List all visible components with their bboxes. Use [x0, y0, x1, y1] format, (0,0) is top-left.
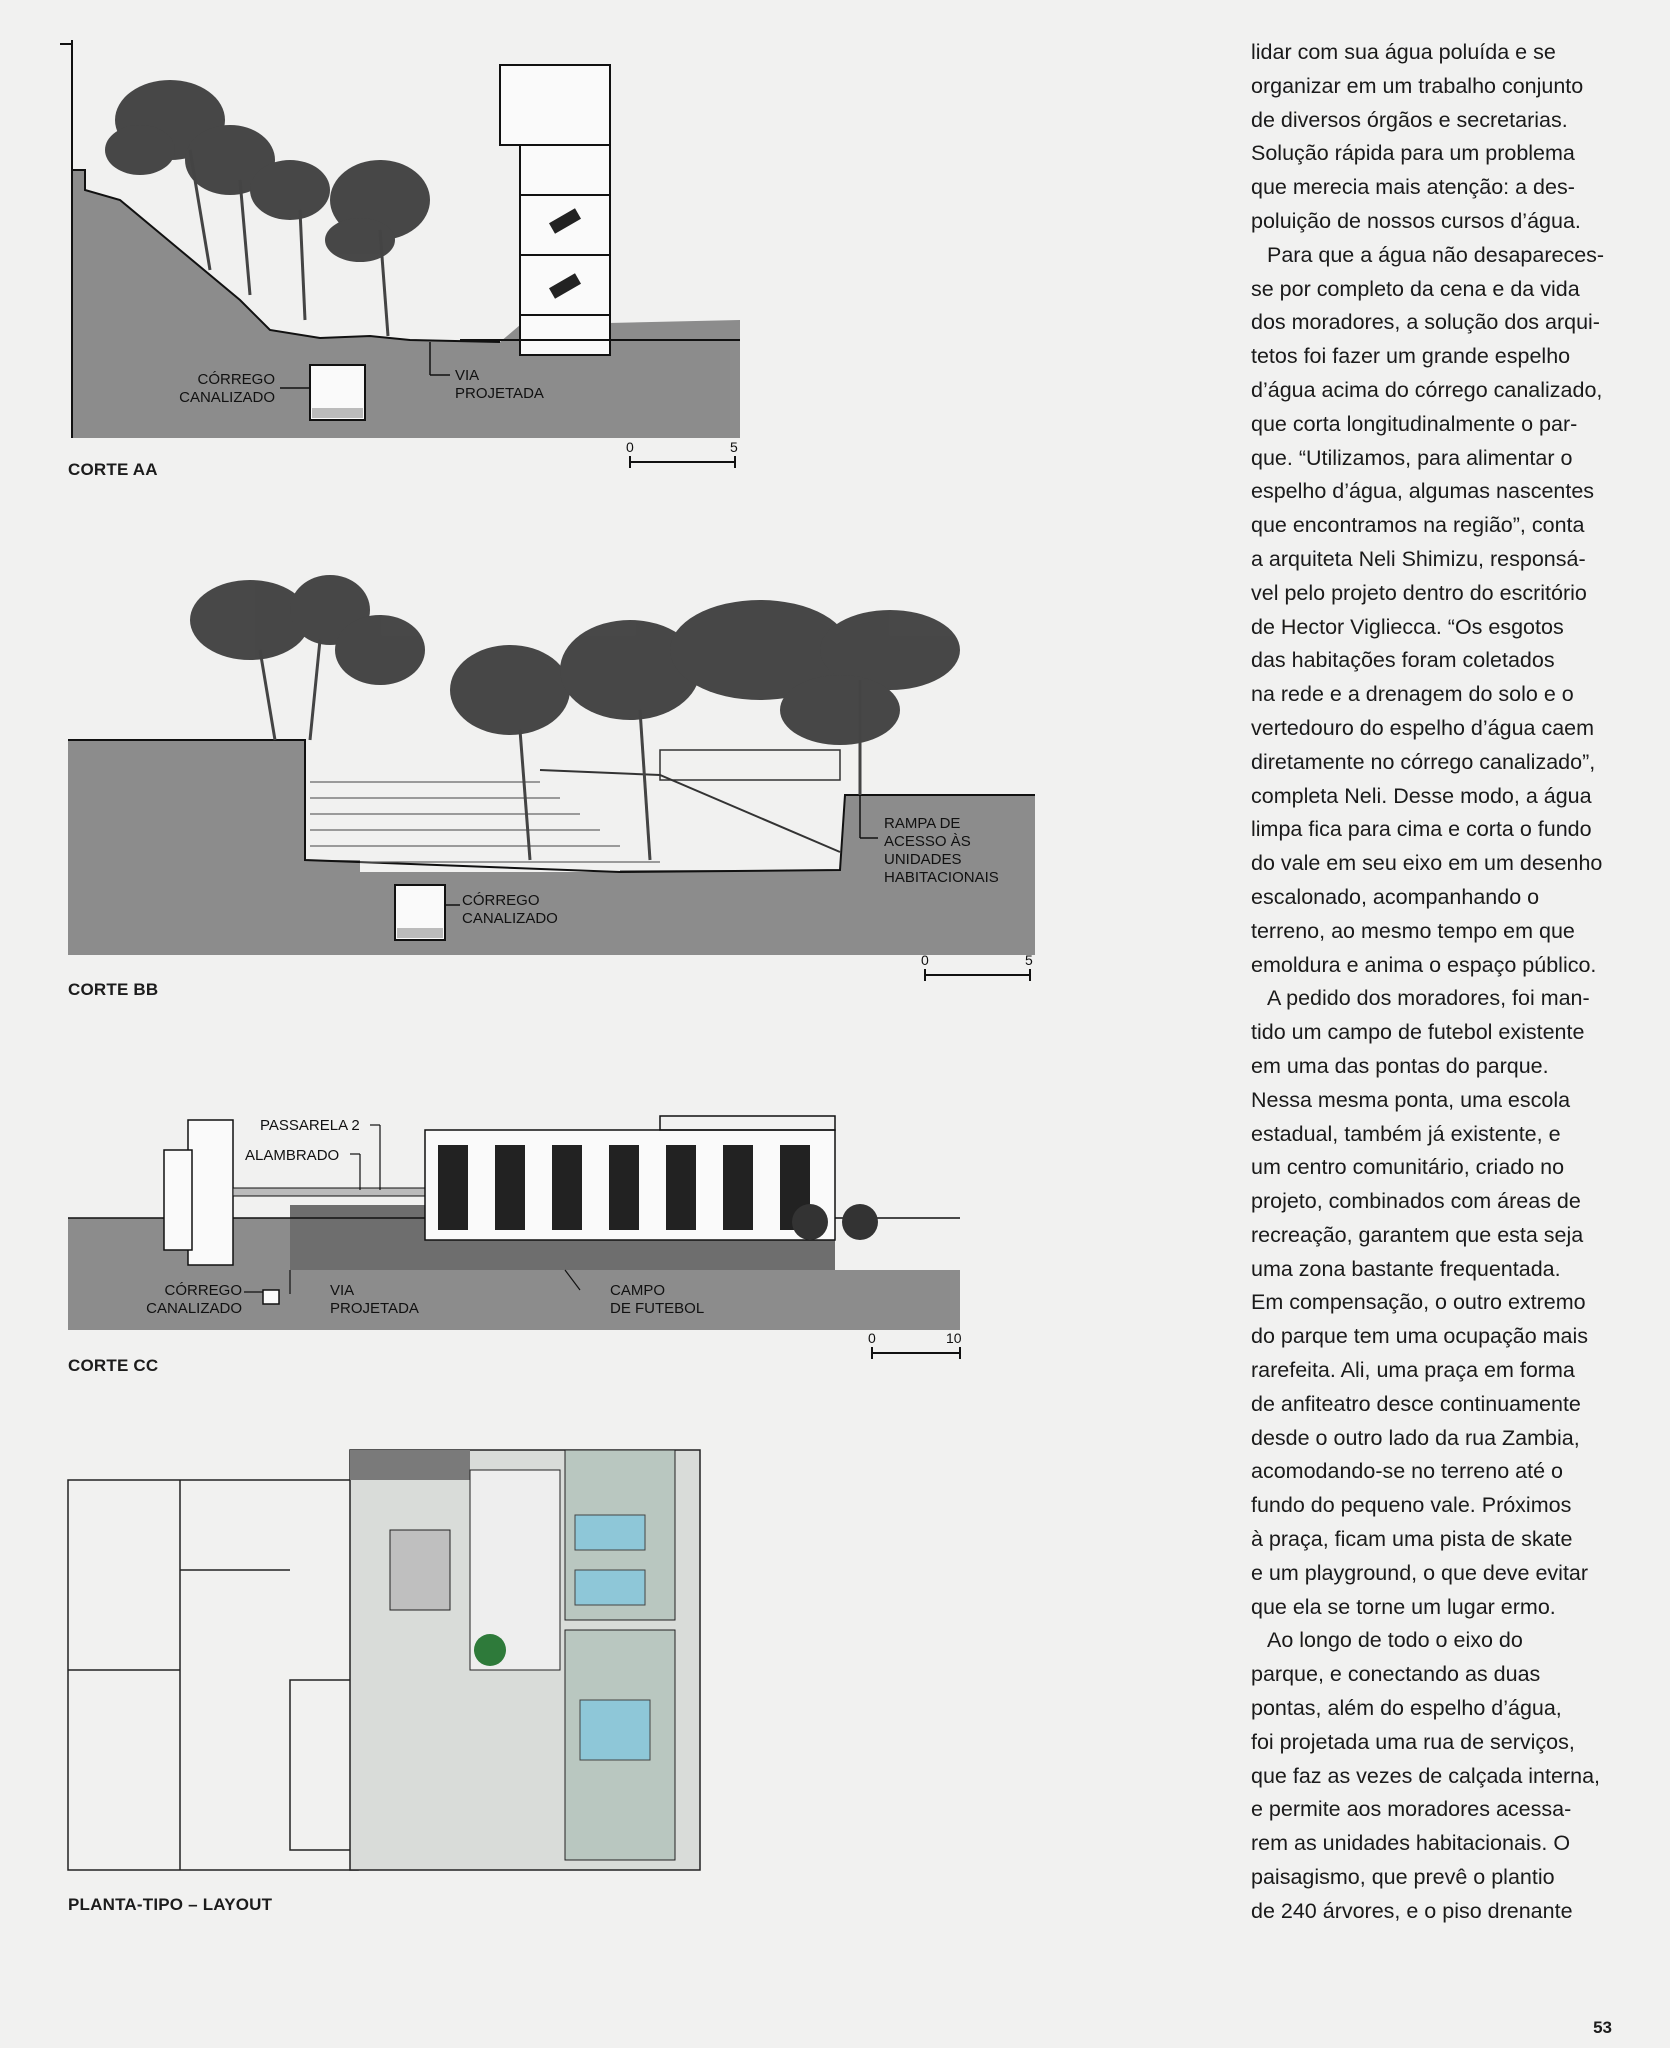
paragraph — [1251, 239, 1621, 983]
scale-bar-aa — [626, 439, 738, 468]
text-line: pontas, além do espelho d’água, — [1251, 1696, 1562, 1721]
label-rampa-3: UNIDADES — [884, 851, 962, 868]
text-line: d’água acima do córrego canalizado, — [1251, 377, 1603, 402]
label-corrego-1: CÓRREGO — [197, 371, 275, 388]
text-line: que encontramos na região”, conta — [1251, 513, 1585, 538]
scale-bar-cc — [868, 1330, 962, 1359]
text-line: estadual, também já existente, e — [1251, 1121, 1561, 1146]
caption-corte-aa: CORTE AA — [68, 460, 158, 479]
caption-corte-bb: CORTE BB — [68, 980, 159, 999]
label-alambrado: ALAMBRADO — [245, 1147, 340, 1164]
figure-planta-tipo — [60, 1440, 710, 1880]
label-corrego-1: CÓRREGO — [164, 1282, 242, 1299]
text-line: espelho d’água, algumas nascentes — [1251, 479, 1595, 504]
text-line: tetos foi fazer um grande espelho — [1251, 344, 1571, 369]
text-line: escalonado, acompanhando o — [1251, 884, 1540, 909]
text-line: paisagismo, que prevê o plantio — [1251, 1865, 1555, 1890]
text-line: Em compensação, o outro extremo — [1251, 1290, 1586, 1315]
text-line: das habitações foram coletados — [1251, 648, 1555, 673]
figure-corte-aa — [60, 40, 760, 480]
article-text-column — [1251, 36, 1621, 1929]
text-line: a arquiteta Neli Shimizu, responsá- — [1251, 546, 1586, 571]
scale-max: 5 — [1025, 952, 1033, 968]
text-line: que ela se torne um lugar ermo. — [1251, 1594, 1556, 1619]
text-line: rem as unidades habitacionais. O — [1251, 1831, 1571, 1856]
text-line: à praça, ficam uma pista de skate — [1251, 1527, 1573, 1552]
text-line: em uma das pontas do parque. — [1251, 1053, 1549, 1078]
scale-max: 5 — [730, 439, 738, 455]
label-corrego-2: CANALIZADO — [462, 910, 558, 927]
text-line: rarefeita. Ali, uma praça em forma — [1251, 1358, 1575, 1383]
text-line: acomodando-se no terreno até o — [1251, 1459, 1563, 1484]
label-via-1: VIA — [330, 1282, 355, 1299]
text-line: diretamente no córrego canalizado”, — [1251, 749, 1596, 774]
floor-plan-drawing — [60, 1440, 710, 1880]
label-corrego-1: CÓRREGO — [462, 892, 540, 909]
paragraph — [1251, 982, 1621, 1624]
section-drawing-aa — [60, 40, 760, 480]
label-campo-1: CAMPO — [610, 1282, 666, 1299]
text-line: terreno, ao mesmo tempo em que — [1251, 918, 1575, 943]
text-line: se por completo da cena e da vida — [1251, 276, 1580, 301]
text-line: desde o outro lado da rua Zambia, — [1251, 1425, 1580, 1450]
section-drawing-bb — [60, 560, 1060, 990]
label-corrego-2: CANALIZADO — [179, 389, 275, 406]
text-line: Solução rápida para um problema — [1251, 141, 1575, 166]
scale-max: 10 — [946, 1330, 962, 1346]
text-line: organizar em um trabalho conjunto — [1251, 73, 1584, 98]
text-line: do vale em seu eixo em um desenho — [1251, 851, 1603, 876]
text-line: Nessa mesma ponta, uma escola — [1251, 1087, 1571, 1112]
text-line: Ao longo de todo o eixo do — [1267, 1628, 1523, 1653]
text-line: lidar com sua água poluída e se — [1251, 40, 1556, 64]
text-line: fundo do pequeno vale. Próximos — [1251, 1493, 1572, 1518]
text-line: que. “Utilizamos, para alimentar o — [1251, 445, 1573, 470]
text-line: limpa fica para cima e corta o fundo — [1251, 817, 1592, 842]
scale-min: 0 — [626, 439, 634, 455]
caption-planta-tipo: PLANTA-TIPO – LAYOUT — [68, 1895, 273, 1914]
label-rampa-1: RAMPA DE — [884, 815, 961, 832]
text-line: completa Neli. Desse modo, a água — [1251, 783, 1592, 808]
text-line: vertedouro do espelho d’água caem — [1251, 715, 1595, 740]
text-line: vel pelo projeto dentro do escritório — [1251, 580, 1587, 605]
text-line: do parque tem uma ocupação mais — [1251, 1324, 1589, 1349]
paragraph — [1251, 36, 1621, 239]
label-via-1: VIA — [455, 367, 480, 384]
scale-bar-bb — [921, 952, 1033, 981]
label-via-2: PROJETADA — [330, 1300, 419, 1317]
label-rampa-4: HABITACIONAIS — [884, 869, 999, 886]
figure-corte-bb — [60, 560, 1060, 990]
label-campo-2: DE FUTEBOL — [610, 1300, 705, 1317]
label-via-2: PROJETADA — [455, 385, 544, 402]
text-line: de 240 árvores, e o piso drenante — [1251, 1898, 1573, 1923]
text-line: foi projetada uma rua de serviços, — [1251, 1729, 1575, 1754]
page-number: 53 — [1593, 2018, 1612, 2037]
text-line: poluição de nossos cursos d’água. — [1251, 208, 1581, 233]
text-line: de anfiteatro desce continuamente — [1251, 1391, 1581, 1416]
text-line: de Hector Vigliecca. “Os esgotos — [1251, 614, 1564, 639]
text-line: Para que a água não desapareces- — [1267, 242, 1605, 267]
paragraph — [1251, 1624, 1621, 1928]
text-line: um centro comunitário, criado no — [1251, 1155, 1565, 1180]
text-line: tido um campo de futebol existente — [1251, 1020, 1585, 1045]
text-line: de diversos órgãos e secretarias. — [1251, 107, 1568, 132]
text-line: na rede e a drenagem do solo e o — [1251, 682, 1574, 707]
figure-corte-cc — [60, 1110, 980, 1360]
label-rampa-2: ACESSO ÀS — [884, 833, 971, 850]
text-line: projeto, combinados com áreas de — [1251, 1189, 1581, 1214]
text-line: emoldura e anima o espaço público. — [1251, 952, 1597, 977]
text-line: recreação, garantem que esta seja — [1251, 1222, 1584, 1247]
scale-min: 0 — [868, 1330, 876, 1346]
text-line: uma zona bastante frequentada. — [1251, 1256, 1561, 1281]
text-line: que merecia mais atenção: a des- — [1251, 175, 1575, 200]
section-drawing-cc — [60, 1110, 980, 1360]
text-line: parque, e conectando as duas — [1251, 1662, 1541, 1687]
text-line: que corta longitudinalmente o par- — [1251, 411, 1578, 436]
scale-min: 0 — [921, 952, 929, 968]
label-passarela: PASSARELA 2 — [260, 1117, 360, 1134]
text-line: dos moradores, a solução dos arqui- — [1251, 310, 1600, 335]
label-corrego-2: CANALIZADO — [146, 1300, 242, 1317]
text-line: que faz as vezes de calçada interna, — [1251, 1763, 1600, 1788]
text-line: e permite aos moradores acessa- — [1251, 1797, 1572, 1822]
text-line: A pedido dos moradores, foi man- — [1267, 986, 1590, 1011]
caption-corte-cc: CORTE CC — [68, 1356, 159, 1375]
text-line: e um playground, o que deve evitar — [1251, 1560, 1589, 1585]
